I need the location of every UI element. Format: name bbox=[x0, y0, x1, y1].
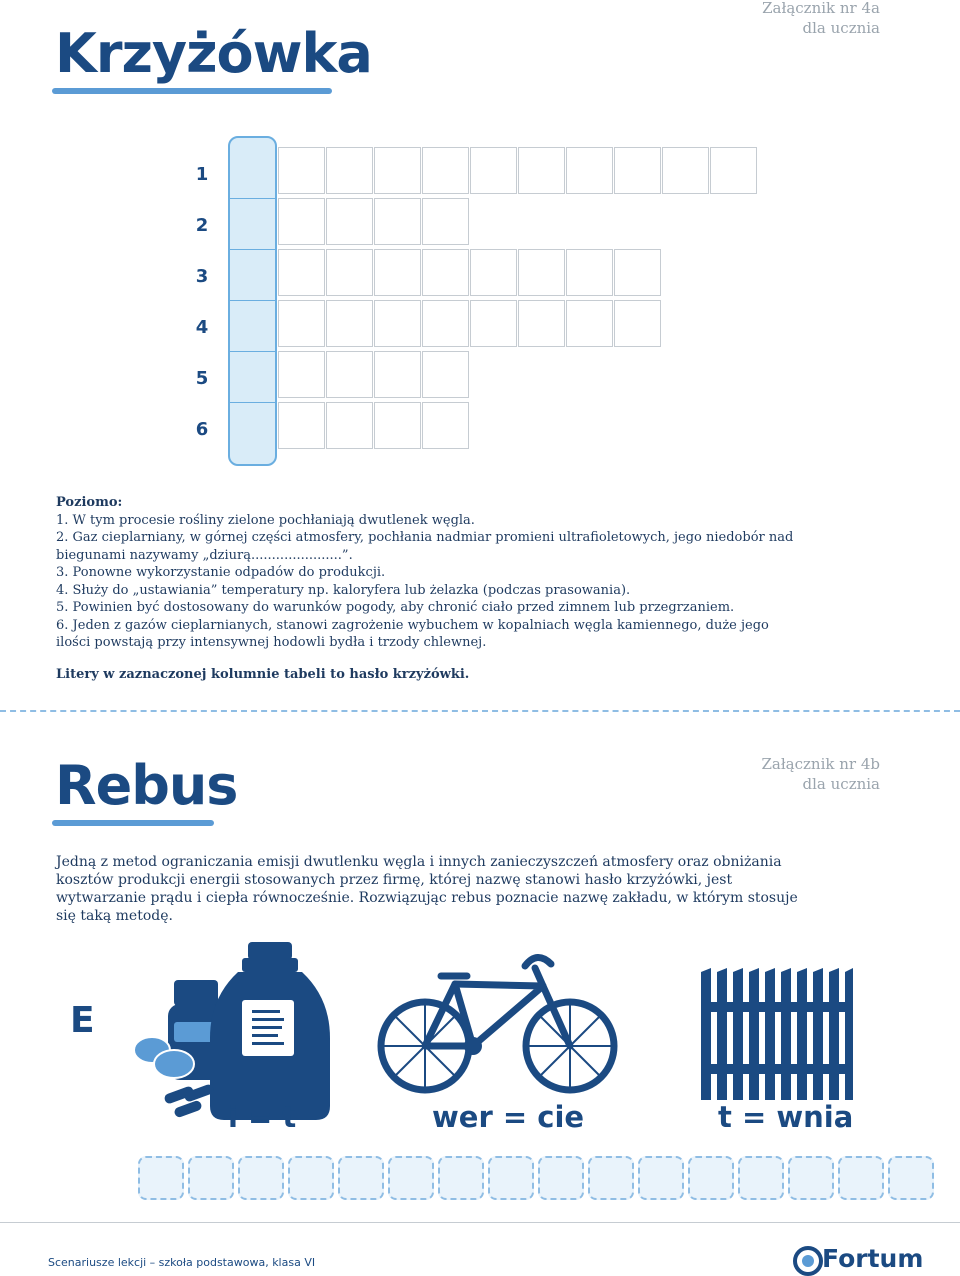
answer-box[interactable] bbox=[788, 1156, 834, 1200]
answer-box[interactable] bbox=[138, 1156, 184, 1200]
answer-box[interactable] bbox=[688, 1156, 734, 1200]
fortum-logo-icon bbox=[793, 1246, 823, 1276]
answer-box[interactable] bbox=[438, 1156, 484, 1200]
annex-label: Załącznik nr 4a bbox=[762, 0, 880, 17]
clue-2: 2. Gaz cieplarniany, w górnej części atmosfery, pochłania nadmiar promieni ultrafioletowych, jego niedobór nad biegunami nazywamy „dziurą......................”. bbox=[56, 530, 794, 563]
annex-4a bbox=[762, 0, 880, 38]
rebus-equation-1: i = t bbox=[228, 1100, 297, 1134]
rebus-equation-2: wer = cie bbox=[432, 1100, 585, 1134]
crossword-cell[interactable] bbox=[374, 198, 421, 245]
crossword-cell[interactable] bbox=[518, 300, 565, 347]
crossword-cell[interactable] bbox=[278, 351, 325, 398]
answer-box[interactable] bbox=[288, 1156, 334, 1200]
row-number-1: 1 bbox=[195, 164, 209, 185]
crossword-cell[interactable] bbox=[614, 300, 661, 347]
annex-4b bbox=[761, 754, 880, 794]
crossword-cell[interactable] bbox=[326, 249, 373, 296]
solution-note: Litery w zaznaczonej kolumnie tabeli to hasło krzyżówki. bbox=[56, 666, 470, 682]
row-number-5: 5 bbox=[195, 368, 209, 389]
footer-divider bbox=[0, 1222, 960, 1223]
annex-sub: dla ucznia bbox=[802, 775, 880, 793]
clue-3: 3. Ponowne wykorzystanie odpadów do produkcji. bbox=[56, 565, 386, 580]
answer-box[interactable] bbox=[488, 1156, 534, 1200]
crossword-cell[interactable] bbox=[518, 249, 565, 296]
answer-box[interactable] bbox=[738, 1156, 784, 1200]
answer-box[interactable] bbox=[638, 1156, 684, 1200]
rebus-letter: E bbox=[70, 1000, 95, 1041]
crossword-cell[interactable] bbox=[278, 249, 325, 296]
crossword-cell[interactable] bbox=[278, 147, 325, 194]
crossword-cell[interactable] bbox=[374, 249, 421, 296]
clues-heading: Poziomo: bbox=[56, 495, 123, 510]
crossword-cell[interactable] bbox=[374, 147, 421, 194]
crossword-cell[interactable] bbox=[662, 147, 709, 194]
title-underline bbox=[52, 820, 214, 826]
crossword-cell[interactable] bbox=[470, 147, 517, 194]
clue-4: 4. Służy do „ustawiania” temperatury np. kaloryfera lub żelazka (podczas prasowania). bbox=[56, 582, 631, 598]
fence-icon bbox=[697, 968, 857, 1100]
row-number-2: 2 bbox=[195, 215, 209, 236]
bicycle-icon bbox=[375, 946, 620, 1096]
crossword-cell[interactable] bbox=[422, 351, 469, 398]
solution-divider bbox=[228, 351, 277, 352]
answer-box[interactable] bbox=[888, 1156, 934, 1200]
crossword-cell[interactable] bbox=[614, 249, 661, 296]
solution-divider bbox=[228, 249, 277, 250]
crossword-cell[interactable] bbox=[614, 147, 661, 194]
crossword-cell[interactable] bbox=[326, 147, 373, 194]
answer-box[interactable] bbox=[238, 1156, 284, 1200]
annex-sub: dla ucznia bbox=[802, 19, 880, 37]
answer-box[interactable] bbox=[538, 1156, 584, 1200]
crossword-cell[interactable] bbox=[326, 402, 373, 449]
crossword-cell[interactable] bbox=[566, 300, 613, 347]
crossword-cell[interactable] bbox=[422, 147, 469, 194]
rebus-equation-3: t = wnia bbox=[718, 1100, 854, 1134]
rebus-title: Rebus bbox=[55, 754, 238, 817]
solution-divider bbox=[228, 402, 277, 403]
solution-divider bbox=[228, 300, 277, 301]
crossword-title: Krzyżówka bbox=[55, 22, 372, 85]
title-underline bbox=[52, 88, 332, 94]
crossword-cell[interactable] bbox=[278, 300, 325, 347]
row-number-4: 4 bbox=[195, 317, 209, 338]
row-number-6: 6 bbox=[195, 419, 209, 440]
crossword-cell[interactable] bbox=[374, 351, 421, 398]
annex-label: Załącznik nr 4b bbox=[761, 755, 880, 773]
medicine-bottles-icon bbox=[130, 938, 335, 1120]
crossword-cell[interactable] bbox=[278, 198, 325, 245]
crossword-cell[interactable] bbox=[566, 147, 613, 194]
crossword-cell[interactable] bbox=[326, 198, 373, 245]
clue-1: 1. W tym procesie rośliny zielone pochłaniają dwutlenek węgla. bbox=[56, 512, 475, 528]
crossword-cell[interactable] bbox=[422, 300, 469, 347]
crossword-cell[interactable] bbox=[470, 249, 517, 296]
section-divider bbox=[0, 710, 960, 712]
crossword-cell[interactable] bbox=[278, 402, 325, 449]
crossword-cell[interactable] bbox=[326, 351, 373, 398]
crossword-cell[interactable] bbox=[326, 300, 373, 347]
crossword-cell[interactable] bbox=[470, 300, 517, 347]
footer-caption: Scenariusze lekcji – szkoła podstawowa, klasa VI bbox=[48, 1256, 316, 1269]
clue-5: 5. Powinien być dostosowany do warunków pogody, aby chronić ciało przed zimnem lub przegrzaniem. bbox=[56, 600, 735, 615]
fortum-logo-text: Fortum bbox=[822, 1244, 924, 1273]
solution-column[interactable] bbox=[228, 136, 277, 466]
solution-divider bbox=[228, 198, 277, 199]
answer-box[interactable] bbox=[588, 1156, 634, 1200]
clues-section bbox=[56, 494, 796, 683]
answer-box[interactable] bbox=[338, 1156, 384, 1200]
crossword-cell[interactable] bbox=[422, 249, 469, 296]
crossword-cell[interactable] bbox=[566, 249, 613, 296]
rebus-intro: Jedną z metod ograniczania emisji dwutlenku węgla i innych zanieczyszczeń atmosfery oraz obniżania kosztów produkcji energii stosowanych przez firmę, której nazwę stanowi hasło krzyżówki, jest wytwarzanie prądu i ciepła równocześnie. Rozwiązując rebus poznacie nazwę zakładu, w którym stosuje się taką metodę. bbox=[56, 854, 798, 924]
crossword-cell[interactable] bbox=[422, 402, 469, 449]
answer-box[interactable] bbox=[388, 1156, 434, 1200]
crossword-cell[interactable] bbox=[710, 147, 757, 194]
row-number-3: 3 bbox=[195, 266, 209, 287]
answer-box[interactable] bbox=[188, 1156, 234, 1200]
crossword-cell[interactable] bbox=[518, 147, 565, 194]
crossword-cell[interactable] bbox=[374, 300, 421, 347]
clue-6: 6. Jeden z gazów cieplarnianych, stanowi zagrożenie wybuchem w kopalniach węgla kamiennego, duże jego ilości powstają przy intensywnej hodowli bydła i trzody chlewnej. bbox=[56, 617, 769, 650]
crossword-cell[interactable] bbox=[374, 402, 421, 449]
crossword-cell[interactable] bbox=[422, 198, 469, 245]
answer-box[interactable] bbox=[838, 1156, 884, 1200]
